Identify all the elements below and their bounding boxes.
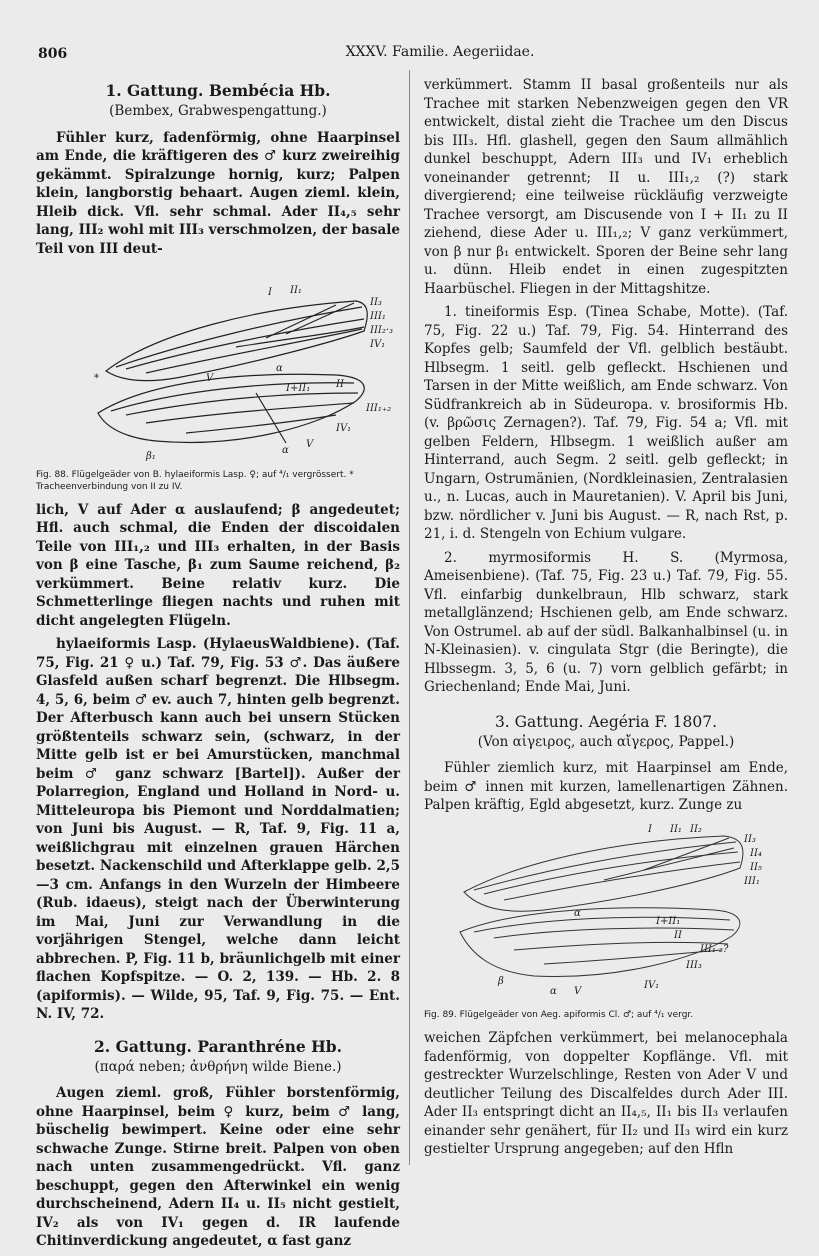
svg-text:α: α [574,907,581,919]
svg-text:III₃: III₃ [686,959,702,971]
left-column [36,80,400,1256]
genus-2-description: Augen zieml. groß, Fühler borstenförmig, ohne Haarpinsel, beim ♀ kurz, beim ♂ lang, büschelig bewimpert. Keine oder eine sehr schwache Zunge. Stirne breit. Palpen von oben nach unten zusammengedrückt. Vfl. ganz beschuppt, gegen den Afterwinkel ein wenig durchscheinend, Adern II₄ u. II₅ nicht gestielt, IV₂ als von IV₁ gegen d. IR laufende Chitinverdickung angedeutet, α fast ganz [36,1085,400,1249]
svg-text:β: β [498,975,504,987]
svg-text:α: α [282,445,289,456]
figure-88 [36,263,400,493]
figure-88-caption: Fig. 88. Flügelgeäder von B. hylaeiformis Lasp. ♀; auf ⁴/₁ vergrössert. * Tracheenverbindung von II zu IV. [36,469,354,492]
svg-text:I: I [268,287,272,298]
genus-1-heading: 1. Gattung. Bembécia Hb. [105,81,331,100]
species-hylaeiformis: hylaeiformis Lasp. (HylaeusWaldbiene). (Taf. 75, Fig. 21 ♀ u.) Taf. 79, Fig. 53 ♂. Das äußere Glasfeld außen scharf begrenzt. Die Hlbsegm. 4, 5, 6, beim ♂ ev. auch 7, hinten gelb begrenzt. Der Afterbusch kann auch bei unsern Stücken größtenteils schwarz sein, (schwarz, in der Mitte gelb ist er bei Amurstücken, manchmal beim ♂ ganz schwarz [Bartel]). Außer der Polarregion, England und Holland in Nord- u. Mitteleuropa bis Piemont und Norddalmatien; von Juni bis August. — R, Taf. 9, Fig. 11 a, weißlichgrau mit einzelnen grauen Härchen besetzt. Nackenschild und Afterklappe gelb. 2,5—3 cm. Anfangs in den Wurzeln der Himbeere (Rub. idaeus), steigt nach der Überwinterung im Mai, Juni zur Verwandlung in die vorjährigen Stengel, welche dann leicht abbrechen. P, Fig. 11 b, bräunlichgelb mit einer flachen Kopfspitze. — O. 2, 139. — Hb. 2. 8 (apiformis). — Wilde, 95, Taf. 9, Fig. 75. — Ent. N. IV, 72. [36,636,400,1022]
svg-text:V: V [206,373,214,384]
genus-1-description-cont: lich, V auf Ader α auslaufend; β angedeutet; Hfl. auch schmal, die Enden der discoidalen Teile von III₁,₂ und III₃ erhalten, in der Basis von β eine Tasche, β₁ zum Saume reichend, β₂ verkümmert. Beine relativ kurz. Die Schmetterlinge fliegen nachts und ruhen mit dicht angelegten Flügeln. [36,501,400,629]
svg-text:II₄: II₄ [750,847,762,859]
svg-text:II₁: II₁ [670,823,682,835]
svg-text:II₁: II₁ [290,285,302,296]
svg-text:IV₁: IV₁ [336,423,352,434]
wing-venation-diagram-88 [36,263,400,463]
genus-2-description-cont: verkümmert. Stamm II basal großenteils nur als Trachee mit starken Nebenzweigen gegen den VR entwickelt, distal zieht die Trachee um den Discus bis III₃. Hfl. glashell, gegen den Saum allmählich dunkel beschuppt, Adern III₃ und IV₁ erheblich voneinander getrennt; II u. III₁,₂ (?) stark divergierend; eine teilweise rückläufig verzweigte Trachee versorgt, am Discusende von I + II₁ zu II ziehend, diese Ader u. III₁,₂; V ganz verkümmert, von β nur β₁ entwickelt. Sporen der Beine sehr lang u. dünn. Hleib endet in einen zugespitzten Haarbüschel. Fliegen in der Mittagshitze. [424,77,788,297]
svg-text:IV₁: IV₁ [644,979,660,991]
genus-2-heading: 2. Gattung. Paranthréne Hb. [94,1036,342,1056]
svg-text:I+II₁: I+II₁ [286,383,311,394]
svg-text:I+II₁: I+II₁ [656,915,681,927]
genus-1-subtitle: (Bembex, Grabwespengattung.) [109,103,327,119]
wing-venation-diagram-89 [424,820,788,1004]
svg-text:V: V [574,985,582,997]
svg-text:II: II [336,379,344,390]
column-divider [409,70,410,1165]
right-column [424,76,788,1164]
svg-text:III₂·₃: III₂·₃ [370,325,394,336]
svg-text:II₂: II₂ [690,823,702,835]
svg-text:II₃: II₃ [744,833,756,845]
species-tineiformis: 1. tineiformis Esp. (Tinea Schabe, Motte). (Taf. 75, Fig. 22 u.) Taf. 79, Fig. 54. Hinterrand des Kopfes gelb; Saumfeld der Vfl. gelblich bestäubt. Hlbsegm. 1 seitl. gelb gefleckt. Hschienen und Tarsen in der Mitte weißlich, am Ende schwarz. Von Südfrankreich ab in Südeuropa. v. brosiformis Hb. (v. βρῶσις Zernagen?). Taf. 79, Fig. 54 a; Vfl. mit gelben Feldern, Hlbsegm. 1 weißlich außer am Hinterrand, auch Segm. 2 seitl. gelb gefleckt; in Ungarn, Ostrumänien, (Nordkleinasien, Zentralasien u., n. Lucas, auch in Mauretanien). V. April bis Juni, bzw. nördlicher v. Juni bis August. — R, nach Rst, p. 21, i. d. Stengeln von Echium vulgare. [424,304,788,542]
svg-text:III₁: III₁ [744,875,760,887]
genus-2-subtitle: (παρά neben; ἀνθρήνη wilde Biene.) [94,1058,342,1075]
svg-text:β₁: β₁ [146,451,156,462]
genus-3-subtitle: (Von αἰγειρος, auch αἴγερος, Pappel.) [477,733,735,750]
svg-text:II₃: II₃ [370,297,382,308]
svg-text:α: α [276,363,283,374]
svg-text:II₅: II₅ [750,861,762,873]
page-number: 806 [38,46,68,62]
genus-1-description: Fühler kurz, fadenförmig, ohne Haarpinsel am Ende, die kräftigeren des ♂ kurz zweireihig gekämmt. Spiralzunge hornig, kurz; Palpen klein, langborstig behaart. Augen zieml. klein, Hleib dick. Vfl. sehr schmal. Ader II₄,₅ sehr lang, III₂ wohl mit III₃ verschmolzen, der basale Teil von III deut- [36,129,400,257]
svg-text:α: α [550,985,557,997]
svg-text:III₁₊₂: III₁₊₂ [366,403,392,414]
svg-text:III₁ ₂?: III₁ ₂? [700,943,729,955]
genus-3-heading: 3. Gattung. Aegéria F. 1807. [494,712,718,731]
figure-89 [424,820,788,1022]
species-myrmosiformis: 2. myrmosiformis H. S. (Myrmosa, Ameisenbiene). (Taf. 75, Fig. 23 u.) Taf. 79, Fig. 55. Vfl. einfarbig dunkelbraun, Hlb schwarz, stark metallglänzend; Hschienen gelb, am Ende schwarz. Von Ostrumel. ab auf der südl. Balkanhalbinsel (u. in N-Kleinasien). v. cingulata Stgr (die Beringte), die Hlbssegm. 3, 5, 6 (u. 7) vorn gelblich gefärbt; in Griechenland; Ende Mai, Juni. [424,549,788,695]
figure-89-caption: Fig. 89. Flügelgeäder von Aeg. apiformis Cl. ♂; auf ⁴/₁ vergr. [424,1010,694,1020]
page-header [0,44,819,68]
svg-text:III₁: III₁ [370,311,386,322]
genus-3-description-cont: weichen Zäpfchen verkümmert, bei melanocephala fadenförmig, von doppelter Kopflänge. Vfl. mit gestreckter Wurzelschlinge, Resten von Ader V und deutlicher Teilung des Discalfeldes durch Ader III. Ader II₃ entspringt dicht an II₄,₅, II₁ bis II₃ verlaufen einander sehr genähert, für II₂ und II₃ wird ein kurz gestielter Ursprung angegeben; auf den Hfln [424,1030,788,1157]
running-title: XXXV. Familie. Aegeriidae. [345,44,535,60]
genus-3-description: Fühler ziemlich kurz, mit Haarpinsel am Ende, beim ♂ innen mit kurzen, lamellenartigen Zähnen. Palpen kräftig, Egld abgesetzt, kurz. Zunge zu [424,760,788,813]
svg-text:II: II [674,929,682,941]
svg-text:V: V [306,439,314,450]
svg-text:*: * [94,373,99,384]
svg-text:I: I [648,823,652,835]
svg-text:IV₁: IV₁ [370,339,386,350]
